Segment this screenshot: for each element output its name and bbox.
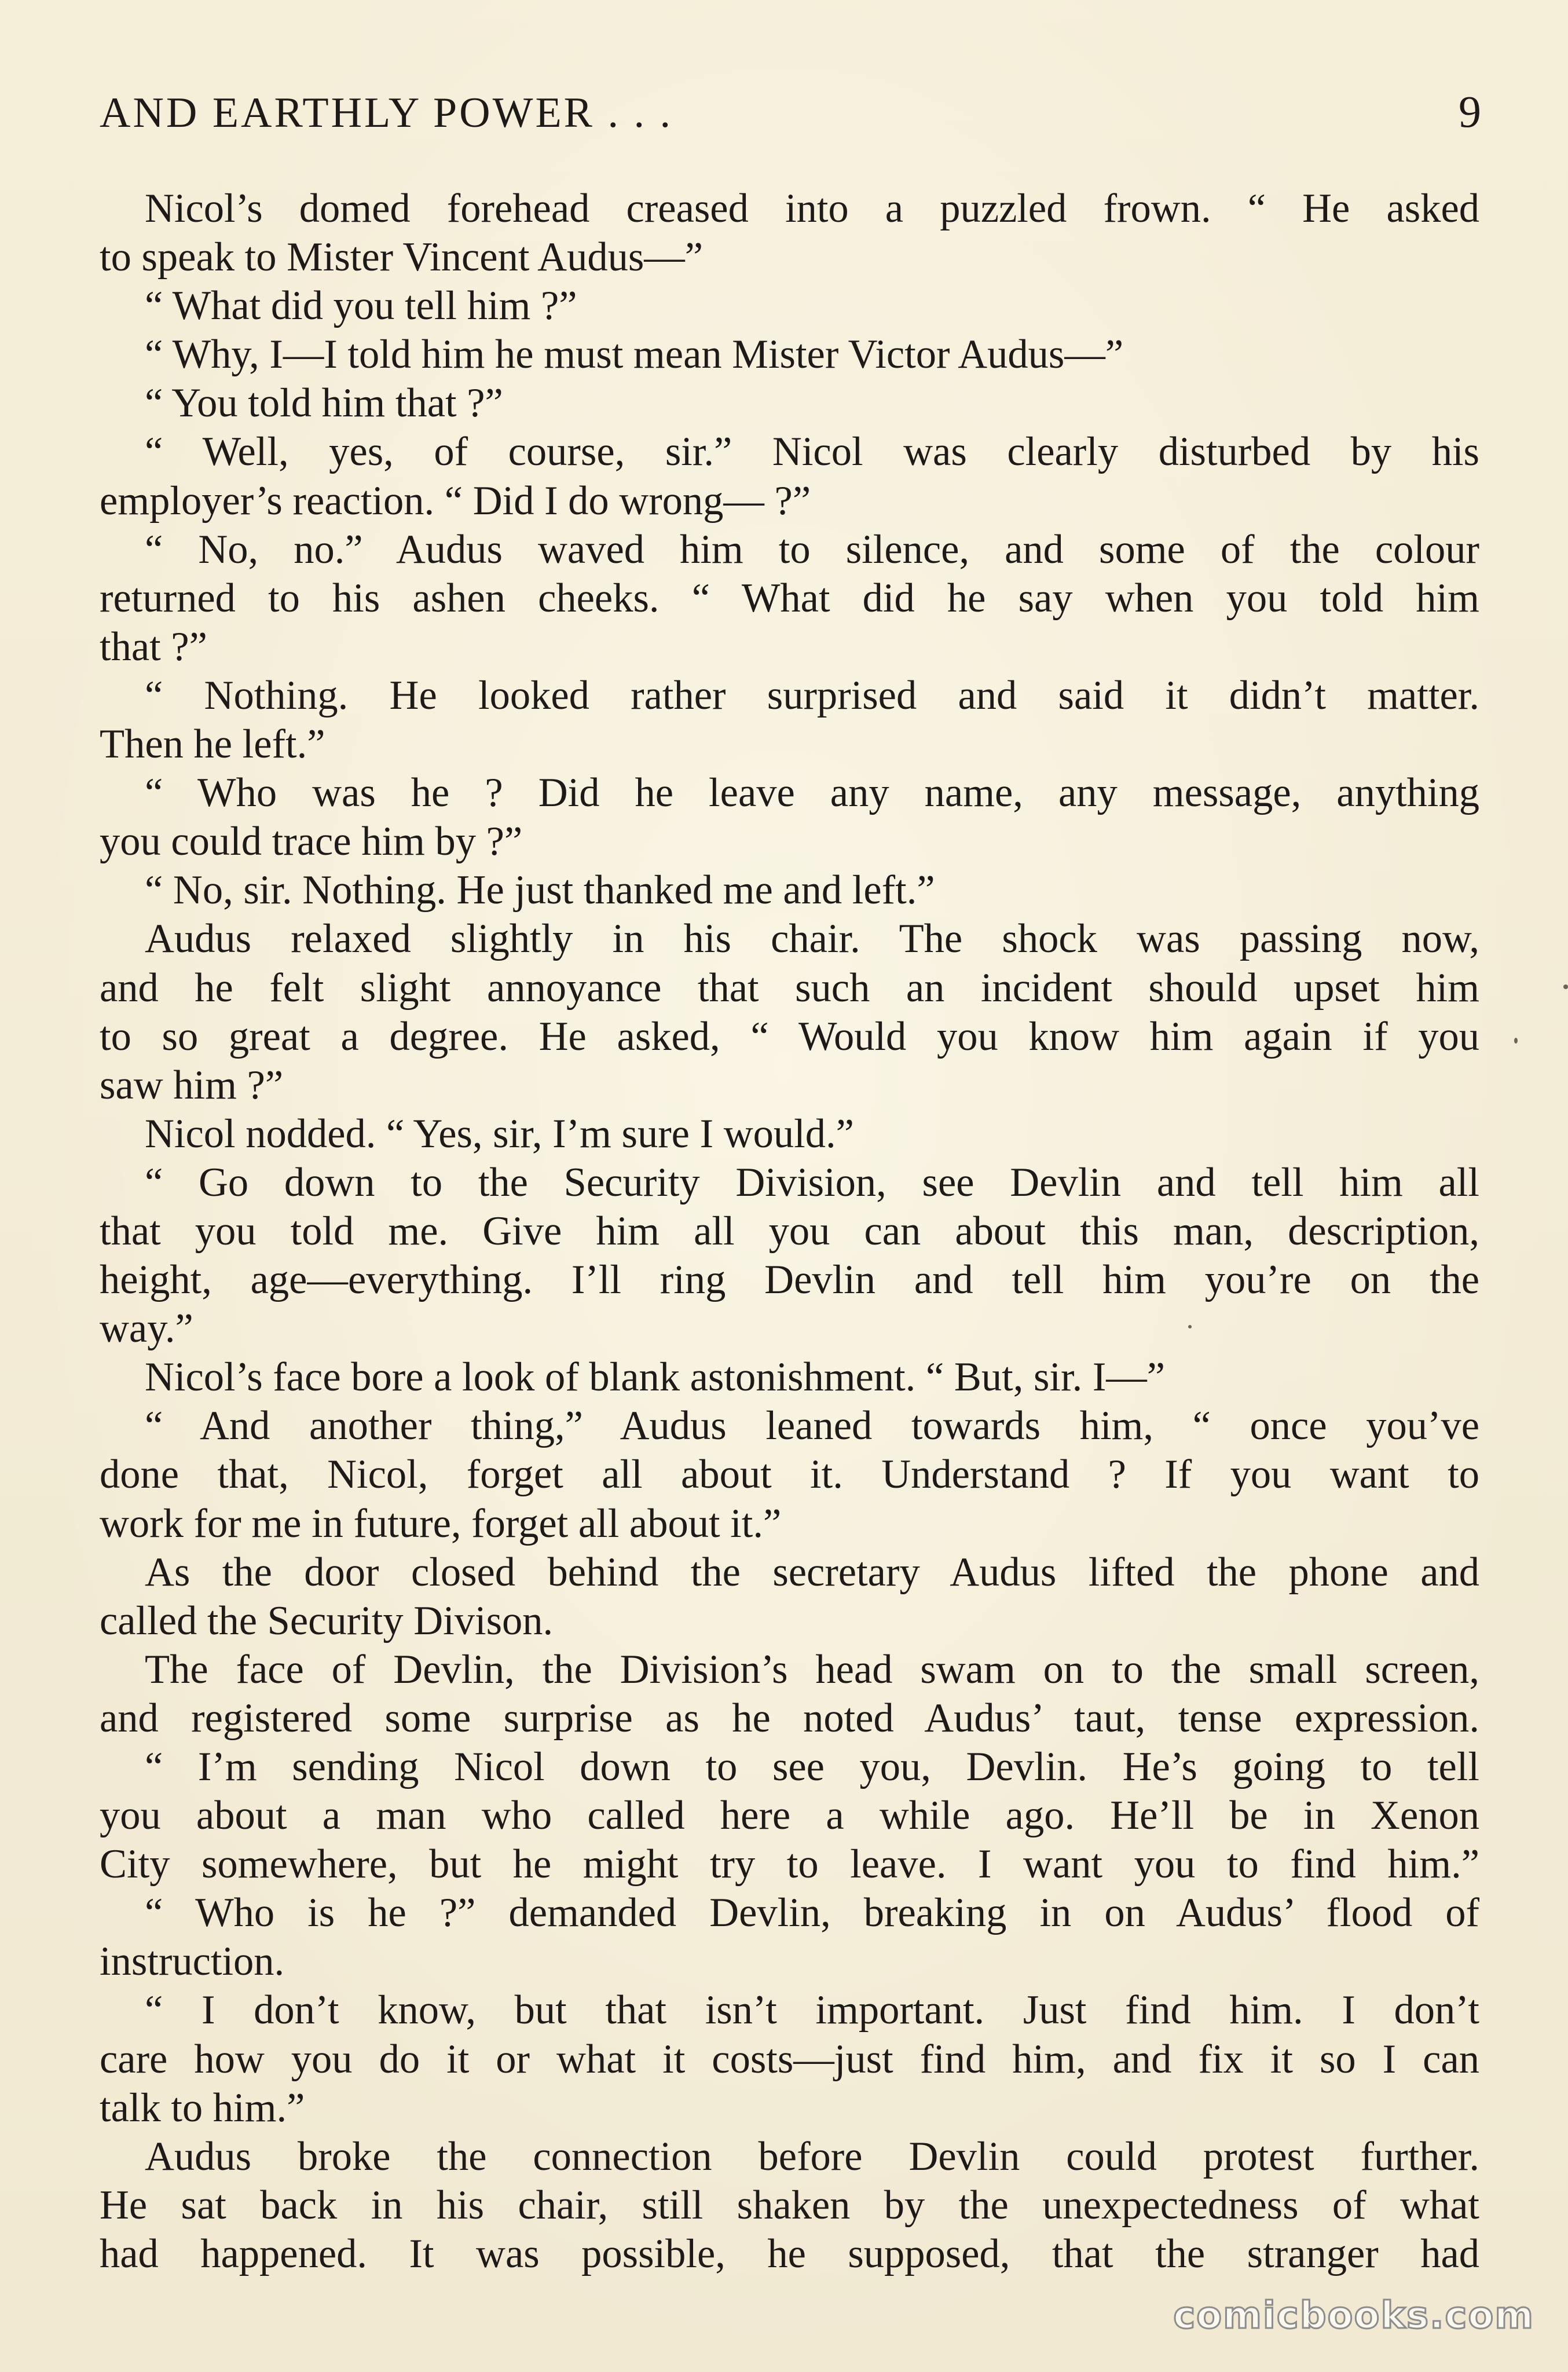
body-text (100, 184, 1479, 2278)
text-line: Nicol’s domed forehead creased into a puzzled frown. “ He asked (145, 186, 1479, 231)
text-line: “ Who was he ? Did he leave any name, any message, anything (145, 770, 1479, 816)
text-line: saw him ?” (100, 1062, 284, 1108)
text-line: and he felt slight annoyance that such an incident should upset him (100, 965, 1479, 1011)
text-line: way.” (100, 1306, 193, 1352)
text-line: talk to him.” (100, 2085, 305, 2131)
paper-speck (1188, 1325, 1192, 1328)
text-line: Audus broke the connection before Devlin could protest further. (145, 2133, 1479, 2179)
text-line: Audus relaxed slightly in his chair. The shock was passing now, (145, 916, 1479, 962)
text-line: and registered some surprise as he noted Audus’ taut, tense expression. (100, 1695, 1479, 1741)
text-line: you could trace him by ?” (100, 819, 523, 865)
page-number: 9 (1459, 86, 1481, 137)
text-line: “ You told him that ?” (145, 380, 503, 426)
text-line: “ No, sir. Nothing. He just thanked me and left.” (145, 867, 935, 913)
text-line: instruction. (100, 1939, 285, 1985)
page-header (100, 86, 1481, 149)
text-line: Nicol nodded. “ Yes, sir, I’m sure I would.” (145, 1111, 854, 1156)
running-title: AND EARTHLY POWER . . . (100, 89, 673, 137)
text-line: As the door closed behind the secretary Audus lifted the phone and (145, 1549, 1479, 1595)
text-line: “ No, no.” Audus waved him to silence, and some of the colour (145, 526, 1479, 572)
text-line: “ And another thing,” Audus leaned towards him, “ once you’ve (145, 1403, 1479, 1449)
text-line: called the Security Divison. (100, 1598, 554, 1643)
text-line: City somewhere, but he might try to leave. I want you to find him.” (100, 1842, 1479, 1887)
text-line: care how you do it or what it costs—just find him, and fix it so I can (100, 2036, 1479, 2082)
text-line: “ Why, I—I told him he must mean Mister Victor Audus—” (145, 332, 1124, 378)
text-line: employer’s reaction. “ Did I do wrong— ?” (100, 478, 811, 524)
text-line: The face of Devlin, the Division’s head swam on to the small screen, (145, 1646, 1479, 1692)
text-line: Nicol’s face bore a look of blank astonishment. “ But, sir. I—” (145, 1355, 1166, 1400)
text-line: Then he left.” (100, 722, 325, 767)
text-line: that you told me. Give him all you can about this man, description, (100, 1208, 1479, 1254)
text-line: “ Well, yes, of course, sir.” Nicol was clearly disturbed by his (145, 429, 1479, 475)
text-line: height, age—everything. I’ll ring Devlin and tell him you’re on the (100, 1257, 1479, 1303)
text-line: “ Go down to the Security Division, see Devlin and tell him all (145, 1159, 1479, 1205)
text-line: work for me in future, forget all about it.” (100, 1500, 782, 1546)
text-line: done that, Nicol, forget all about it. Understand ? If you want to (100, 1452, 1479, 1498)
text-line: returned to his ashen cheeks. “ What did he say when you told him (100, 575, 1479, 621)
text-line: “ What did you tell him ?” (145, 283, 577, 329)
text-line: “ Nothing. He looked rather surprised and said it didn’t matter. (145, 672, 1479, 718)
paper-speck (1563, 984, 1568, 989)
text-line: “ I’m sending Nicol down to see you, Devlin. He’s going to tell (145, 1744, 1479, 1789)
text-line: to so great a degree. He asked, “ Would you know him again if you (100, 1013, 1479, 1059)
paper-speck (1514, 1038, 1518, 1044)
text-line: “ I don’t know, but that isn’t important. Just find him. I don’t (145, 1987, 1479, 2033)
site-watermark: comicbooks.com (1173, 2294, 1534, 2337)
text-line: “ Who is he ?” demanded Devlin, breaking in on Audus’ flood of (145, 1890, 1479, 1936)
text-line: that ?” (100, 624, 207, 669)
text-line: to speak to Mister Vincent Audus—” (100, 235, 704, 280)
text-line: you about a man who called here a while ago. He’ll be in Xenon (100, 1793, 1479, 1839)
text-line: He sat back in his chair, still shaken by the unexpectedness of what (100, 2182, 1479, 2228)
text-line: had happened. It was possible, he supposed, that the stranger had (100, 2231, 1479, 2276)
